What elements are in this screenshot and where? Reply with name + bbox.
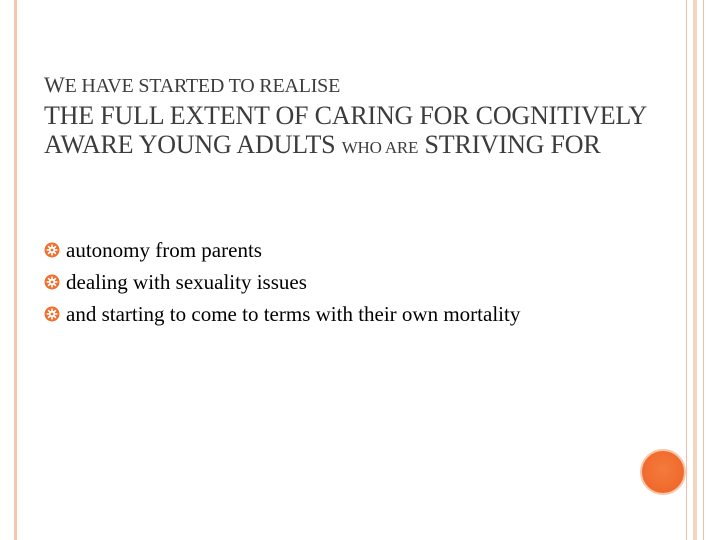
list-item: and starting to come to terms with their own mortality — [44, 298, 604, 330]
title-line-1: WE HAVE STARTED TO REALISE — [44, 72, 341, 97]
gear-bullet-icon — [44, 234, 66, 266]
title-line-2: THE FULL EXTENT OF CARING FOR COGNITIVELY — [44, 101, 648, 130]
gear-bullet-icon — [44, 298, 66, 330]
slide-title — [44, 70, 684, 162]
decorative-orange-circle — [640, 449, 686, 495]
left-border-stripe — [14, 0, 17, 540]
title-line-3: AWARE YOUNG ADULTS WHO ARE STRIVING FOR — [44, 130, 601, 159]
bullet-list — [44, 234, 604, 330]
gear-bullet-icon — [44, 266, 66, 298]
list-item: autonomy from parents — [44, 234, 604, 266]
list-item: dealing with sexuality issues — [44, 266, 604, 298]
right-border-stripe — [686, 0, 704, 540]
